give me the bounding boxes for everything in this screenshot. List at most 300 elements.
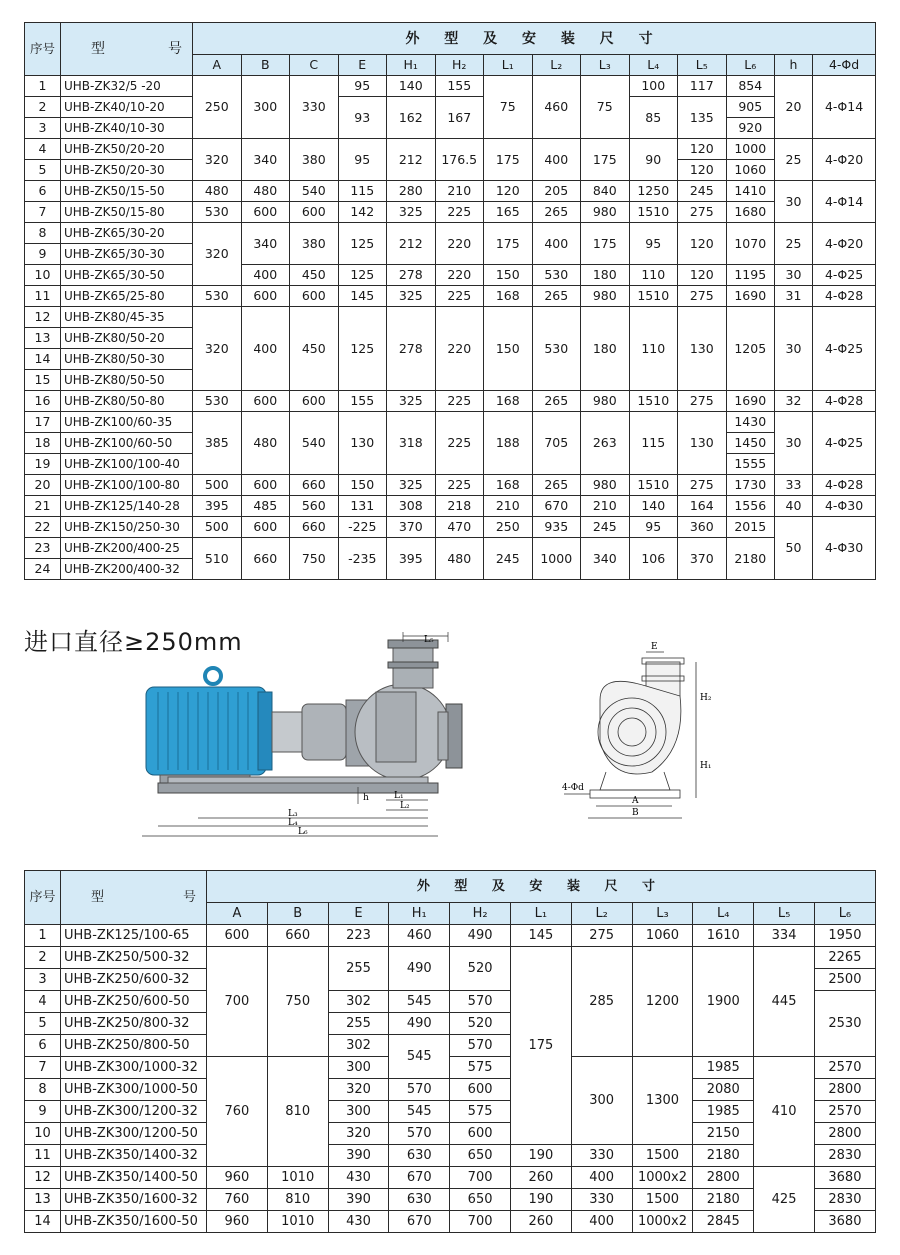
value-cell-H2: 490 [450, 925, 511, 947]
value-cell-E: 131 [338, 496, 387, 517]
value-cell-H1: 630 [389, 1189, 450, 1211]
dimensions-group-header: 外 型 及 安 装 尺 寸 [207, 871, 876, 903]
seq-cell: 14 [25, 1211, 61, 1233]
value-cell-h: 30 [775, 307, 813, 391]
value-cell-L5: 120 [678, 160, 727, 181]
seq-cell: 22 [25, 517, 61, 538]
value-cell-C: 660 [290, 517, 339, 538]
value-cell-h: 40 [775, 496, 813, 517]
value-cell-L6: 1060 [726, 160, 775, 181]
value-cell-L6: 2015 [726, 517, 775, 538]
dim-label-H2: H₂ [700, 693, 712, 703]
value-cell-L6: 1950 [814, 925, 875, 947]
value-cell-L6: 2570 [814, 1101, 875, 1123]
value-cell-L6: 920 [726, 118, 775, 139]
value-cell-C: 380 [290, 223, 339, 265]
value-cell-L5: 360 [678, 517, 727, 538]
value-cell-B: 600 [241, 517, 290, 538]
value-cell-L6: 3680 [814, 1211, 875, 1233]
model-cell: UHB-ZK80/50-20 [61, 328, 193, 349]
value-cell-C: 600 [290, 202, 339, 223]
value-cell-B: 1010 [267, 1211, 328, 1233]
value-cell-L3: 175 [581, 223, 630, 265]
seq-cell: 9 [25, 244, 61, 265]
value-cell-H1: 370 [387, 517, 436, 538]
value-cell-L4: 2150 [693, 1123, 754, 1145]
value-cell-d: 4-Φ14 [813, 181, 876, 223]
column-header: H₁ [389, 903, 450, 925]
table-row [25, 286, 876, 307]
value-cell-L2: 285 [571, 947, 632, 1057]
seq-cell: 3 [25, 118, 61, 139]
value-cell-L6: 1680 [726, 202, 775, 223]
value-cell-H2: 176.5 [435, 139, 484, 181]
model-cell: UHB-ZK125/140-28 [61, 496, 193, 517]
value-cell-L3: 340 [581, 538, 630, 580]
value-cell-H2: 570 [450, 1035, 511, 1057]
value-cell-L4: 1510 [629, 286, 678, 307]
value-cell-L1: 250 [484, 517, 533, 538]
value-cell-E: 320 [328, 1123, 389, 1145]
value-cell-H1: 545 [389, 991, 450, 1013]
table-row [25, 496, 876, 517]
value-cell-A: 385 [193, 412, 242, 475]
value-cell-H1: 278 [387, 307, 436, 391]
value-cell-H2: 225 [435, 286, 484, 307]
value-cell-H2: 225 [435, 475, 484, 496]
value-cell-h: 30 [775, 265, 813, 286]
value-cell-H2: 220 [435, 265, 484, 286]
column-header: L₂ [571, 903, 632, 925]
model-cell: UHB-ZK350/1600-32 [61, 1189, 207, 1211]
column-header: L₂ [532, 55, 581, 76]
value-cell-L1: 165 [484, 202, 533, 223]
value-cell-H1: 670 [389, 1211, 450, 1233]
seq-cell: 5 [25, 1013, 61, 1035]
model-header-a: 型 [91, 41, 107, 57]
value-cell-L4: 140 [629, 496, 678, 517]
value-cell-H1: 570 [389, 1079, 450, 1101]
value-cell-A: 600 [207, 925, 268, 947]
value-cell-L6: 854 [726, 76, 775, 97]
value-cell-L1: 175 [510, 947, 571, 1145]
value-cell-d: 4-Φ25 [813, 265, 876, 286]
value-cell-H1: 325 [387, 391, 436, 412]
value-cell-B: 600 [241, 286, 290, 307]
value-cell-L1: 145 [510, 925, 571, 947]
value-cell-A: 960 [207, 1167, 268, 1189]
column-header: L₄ [693, 903, 754, 925]
value-cell-L6: 2830 [814, 1189, 875, 1211]
model-header-b: 号 [182, 889, 198, 905]
value-cell-E: 430 [328, 1167, 389, 1189]
table-row [25, 538, 876, 559]
pump-side-view-drawing [138, 632, 508, 852]
value-cell-B: 340 [241, 223, 290, 265]
value-cell-L1: 150 [484, 265, 533, 286]
value-cell-L2: 400 [532, 139, 581, 181]
table-row [25, 1101, 876, 1123]
seq-cell: 10 [25, 265, 61, 286]
value-cell-L2: 670 [532, 496, 581, 517]
value-cell-L6: 2265 [814, 947, 875, 969]
table-row [25, 139, 876, 160]
model-cell: UHB-ZK65/30-50 [61, 265, 193, 286]
value-cell-L3: 1060 [632, 925, 693, 947]
seq-cell: 8 [25, 223, 61, 244]
value-cell-L6: 1000 [726, 139, 775, 160]
value-cell-L4: 85 [629, 97, 678, 139]
value-cell-H2: 700 [450, 1167, 511, 1189]
value-cell-L4: 1510 [629, 475, 678, 496]
table-row [25, 391, 876, 412]
value-cell-L3: 840 [581, 181, 630, 202]
value-cell-H1: 162 [387, 97, 436, 139]
value-cell-L3: 180 [581, 265, 630, 286]
model-cell: UHB-ZK250/800-50 [61, 1035, 207, 1057]
value-cell-L1: 245 [484, 538, 533, 580]
value-cell-C: 450 [290, 307, 339, 391]
table-row [25, 181, 876, 202]
value-cell-E: 320 [328, 1079, 389, 1101]
value-cell-E: 390 [328, 1189, 389, 1211]
model-cell: UHB-ZK80/45-35 [61, 307, 193, 328]
value-cell-L1: 175 [484, 223, 533, 265]
value-cell-H1: 545 [389, 1035, 450, 1079]
model-cell: UHB-ZK350/1400-50 [61, 1167, 207, 1189]
table-row [25, 76, 876, 97]
value-cell-L6: 2830 [814, 1145, 875, 1167]
value-cell-H1: 630 [389, 1145, 450, 1167]
value-cell-L4: 2845 [693, 1211, 754, 1233]
value-cell-L2: 265 [532, 391, 581, 412]
seq-cell: 18 [25, 433, 61, 454]
dim-label-H1: H₁ [700, 761, 712, 771]
model-cell: UHB-ZK200/400-32 [61, 559, 193, 580]
seq-cell: 2 [25, 97, 61, 118]
value-cell-L2: 330 [571, 1145, 632, 1167]
value-cell-d: 4-Φ28 [813, 286, 876, 307]
value-cell-L5: 425 [754, 1167, 815, 1233]
column-header: L₆ [726, 55, 775, 76]
value-cell-L2: 460 [532, 76, 581, 139]
value-cell-H2: 570 [450, 991, 511, 1013]
value-cell-L1: 120 [484, 181, 533, 202]
value-cell-H1: 308 [387, 496, 436, 517]
value-cell-L4: 1900 [693, 947, 754, 1057]
value-cell-L1: 168 [484, 475, 533, 496]
value-cell-B: 660 [267, 925, 328, 947]
value-cell-L4: 110 [629, 265, 678, 286]
model-cell: UHB-ZK80/50-50 [61, 370, 193, 391]
column-header: H₂ [450, 903, 511, 925]
value-cell-H2: 210 [435, 181, 484, 202]
value-cell-E: 95 [338, 139, 387, 181]
value-cell-L3: 245 [581, 517, 630, 538]
seq-cell: 4 [25, 991, 61, 1013]
value-cell-H2: 520 [450, 947, 511, 991]
table-row [25, 925, 876, 947]
value-cell-L6: 1195 [726, 265, 775, 286]
value-cell-L2: 400 [571, 1211, 632, 1233]
dimension-table-2 [24, 870, 876, 1233]
value-cell-L2: 1000 [532, 538, 581, 580]
value-cell-h: 50 [775, 517, 813, 580]
seq-cell: 5 [25, 160, 61, 181]
value-cell-L2: 300 [571, 1057, 632, 1145]
model-cell: UHB-ZK50/15-50 [61, 181, 193, 202]
value-cell-L3: 180 [581, 307, 630, 391]
value-cell-L4: 2080 [693, 1079, 754, 1101]
model-cell: UHB-ZK100/100-40 [61, 454, 193, 475]
seq-cell: 23 [25, 538, 61, 559]
model-cell: UHB-ZK80/50-30 [61, 349, 193, 370]
seq-cell: 21 [25, 496, 61, 517]
value-cell-L5: 117 [678, 76, 727, 97]
value-cell-h: 32 [775, 391, 813, 412]
model-cell: UHB-ZK250/800-32 [61, 1013, 207, 1035]
value-cell-H1: 545 [389, 1101, 450, 1123]
value-cell-H2: 650 [450, 1145, 511, 1167]
value-cell-E: 302 [328, 1035, 389, 1057]
model-cell: UHB-ZK250/600-32 [61, 969, 207, 991]
value-cell-L1: 260 [510, 1167, 571, 1189]
column-header: A [207, 903, 268, 925]
value-cell-C: 750 [290, 538, 339, 580]
model-cell: UHB-ZK350/1400-32 [61, 1145, 207, 1167]
value-cell-E: 302 [328, 991, 389, 1013]
dim-label-h: h [363, 793, 369, 803]
model-cell: UHB-ZK50/15-80 [61, 202, 193, 223]
table-row [25, 265, 876, 286]
value-cell-d: 4-Φ14 [813, 76, 876, 139]
value-cell-E: 150 [338, 475, 387, 496]
value-cell-B: 340 [241, 139, 290, 181]
value-cell-H1: 460 [389, 925, 450, 947]
value-cell-B: 1010 [267, 1167, 328, 1189]
value-cell-H2: 225 [435, 391, 484, 412]
value-cell-A: 500 [193, 475, 242, 496]
value-cell-B: 600 [241, 475, 290, 496]
value-cell-E: 145 [338, 286, 387, 307]
dim-label-L4: L₄ [288, 818, 298, 828]
value-cell-h: 31 [775, 286, 813, 307]
value-cell-L5: 130 [678, 412, 727, 475]
value-cell-E: 125 [338, 223, 387, 265]
table-row [25, 1057, 876, 1079]
value-cell-H2: 575 [450, 1057, 511, 1079]
model-header-b: 号 [168, 41, 184, 57]
seq-cell: 16 [25, 391, 61, 412]
seq-cell: 14 [25, 349, 61, 370]
value-cell-L6: 2800 [814, 1123, 875, 1145]
model-cell: UHB-ZK200/400-25 [61, 538, 193, 559]
value-cell-L6: 1690 [726, 391, 775, 412]
model-header-a: 型 [91, 889, 107, 905]
value-cell-L6: 3680 [814, 1167, 875, 1189]
column-header: L₆ [814, 903, 875, 925]
value-cell-h: 30 [775, 412, 813, 475]
value-cell-C: 560 [290, 496, 339, 517]
value-cell-H2: 600 [450, 1079, 511, 1101]
value-cell-L2: 205 [532, 181, 581, 202]
value-cell-A: 500 [193, 517, 242, 538]
value-cell-H1: 212 [387, 139, 436, 181]
value-cell-E: 255 [328, 947, 389, 991]
column-header: E [328, 903, 389, 925]
value-cell-E: -235 [338, 538, 387, 580]
value-cell-H2: 218 [435, 496, 484, 517]
value-cell-B: 600 [241, 391, 290, 412]
value-cell-B: 810 [267, 1189, 328, 1211]
value-cell-H2: 470 [435, 517, 484, 538]
value-cell-E: 300 [328, 1101, 389, 1123]
value-cell-d: 4-Φ20 [813, 223, 876, 265]
value-cell-h: 33 [775, 475, 813, 496]
value-cell-E: 130 [338, 412, 387, 475]
model-cell: UHB-ZK100/60-50 [61, 433, 193, 454]
value-cell-H1: 140 [387, 76, 436, 97]
value-cell-L3: 1300 [632, 1057, 693, 1145]
value-cell-L3: 1500 [632, 1145, 693, 1167]
value-cell-L6: 1070 [726, 223, 775, 265]
value-cell-H2: 220 [435, 223, 484, 265]
value-cell-A: 320 [193, 139, 242, 181]
value-cell-L3: 980 [581, 286, 630, 307]
model-cell: UHB-ZK40/10-30 [61, 118, 193, 139]
value-cell-H2: 225 [435, 412, 484, 475]
value-cell-L4: 2180 [693, 1189, 754, 1211]
value-cell-L2: 265 [532, 286, 581, 307]
value-cell-C: 660 [290, 475, 339, 496]
value-cell-B: 750 [267, 947, 328, 1057]
seq-cell: 1 [25, 76, 61, 97]
column-header: L₁ [484, 55, 533, 76]
value-cell-L4: 1510 [629, 202, 678, 223]
value-cell-d: 4-Φ28 [813, 391, 876, 412]
dim-label-L3: L₃ [288, 809, 298, 819]
value-cell-A: 480 [193, 181, 242, 202]
value-cell-L1: 175 [484, 139, 533, 181]
value-cell-L2: 330 [571, 1189, 632, 1211]
value-cell-L5: 120 [678, 139, 727, 160]
value-cell-h: 20 [775, 76, 813, 139]
seq-cell: 19 [25, 454, 61, 475]
dim-label-E: E [651, 642, 658, 652]
dimensions-group-header: 外 型 及 安 装 尺 寸 [193, 23, 876, 55]
value-cell-B: 400 [241, 265, 290, 286]
table-row [25, 1211, 876, 1233]
value-cell-H1: 318 [387, 412, 436, 475]
value-cell-H2: 700 [450, 1211, 511, 1233]
value-cell-H1: 670 [389, 1167, 450, 1189]
value-cell-H1: 325 [387, 475, 436, 496]
value-cell-A: 530 [193, 202, 242, 223]
column-header: L₄ [629, 55, 678, 76]
model-cell: UHB-ZK100/60-35 [61, 412, 193, 433]
value-cell-H2: 575 [450, 1101, 511, 1123]
model-cell: UHB-ZK250/600-50 [61, 991, 207, 1013]
seq-cell: 15 [25, 370, 61, 391]
value-cell-d: 4-Φ30 [813, 496, 876, 517]
value-cell-L4: 2180 [693, 1145, 754, 1167]
value-cell-H2: 225 [435, 202, 484, 223]
value-cell-A: 700 [207, 947, 268, 1057]
model-cell: UHB-ZK40/10-20 [61, 97, 193, 118]
column-header: H₂ [435, 55, 484, 76]
value-cell-L2: 265 [532, 475, 581, 496]
value-cell-A: 760 [207, 1057, 268, 1167]
table-row [25, 412, 876, 433]
seq-cell: 11 [25, 286, 61, 307]
value-cell-B: 485 [241, 496, 290, 517]
model-header [61, 871, 207, 925]
value-cell-L1: 188 [484, 412, 533, 475]
table-row [25, 1145, 876, 1167]
value-cell-L3: 263 [581, 412, 630, 475]
table-row [25, 223, 876, 244]
seq-cell: 7 [25, 1057, 61, 1079]
value-cell-H2: 520 [450, 1013, 511, 1035]
value-cell-H2: 167 [435, 97, 484, 139]
column-header: L₅ [754, 903, 815, 925]
model-cell: UHB-ZK50/20-20 [61, 139, 193, 160]
value-cell-C: 540 [290, 181, 339, 202]
value-cell-L6: 1555 [726, 454, 775, 475]
value-cell-L6: 1730 [726, 475, 775, 496]
value-cell-d: 4-Φ28 [813, 475, 876, 496]
seq-cell: 1 [25, 925, 61, 947]
value-cell-B: 480 [241, 181, 290, 202]
value-cell-L5: 370 [678, 538, 727, 580]
value-cell-h: 25 [775, 223, 813, 265]
value-cell-L6: 1450 [726, 433, 775, 454]
value-cell-h: 30 [775, 181, 813, 223]
value-cell-L4: 110 [629, 307, 678, 391]
value-cell-E: 430 [328, 1211, 389, 1233]
value-cell-E: 255 [328, 1013, 389, 1035]
value-cell-E: 142 [338, 202, 387, 223]
value-cell-L6: 2800 [814, 1079, 875, 1101]
table-row [25, 475, 876, 496]
table-row [25, 97, 876, 118]
value-cell-H1: 325 [387, 286, 436, 307]
value-cell-H2: 220 [435, 307, 484, 391]
seq-cell: 9 [25, 1101, 61, 1123]
model-cell: UHB-ZK100/100-80 [61, 475, 193, 496]
seq-cell: 13 [25, 328, 61, 349]
seq-cell: 6 [25, 181, 61, 202]
column-header: C [290, 55, 339, 76]
seq-header: 序号 [25, 23, 61, 76]
value-cell-d: 4-Φ25 [813, 412, 876, 475]
value-cell-L6: 1410 [726, 181, 775, 202]
model-cell: UHB-ZK300/1200-32 [61, 1101, 207, 1123]
value-cell-A: 530 [193, 286, 242, 307]
table-row [25, 1189, 876, 1211]
seq-cell: 17 [25, 412, 61, 433]
value-cell-L3: 980 [581, 202, 630, 223]
table-row [25, 307, 876, 328]
value-cell-L2: 935 [532, 517, 581, 538]
value-cell-L3: 1200 [632, 947, 693, 1057]
value-cell-C: 540 [290, 412, 339, 475]
value-cell-B: 480 [241, 412, 290, 475]
seq-cell: 6 [25, 1035, 61, 1057]
value-cell-H2: 480 [435, 538, 484, 580]
model-cell: UHB-ZK350/1600-50 [61, 1211, 207, 1233]
value-cell-L5: 275 [678, 475, 727, 496]
